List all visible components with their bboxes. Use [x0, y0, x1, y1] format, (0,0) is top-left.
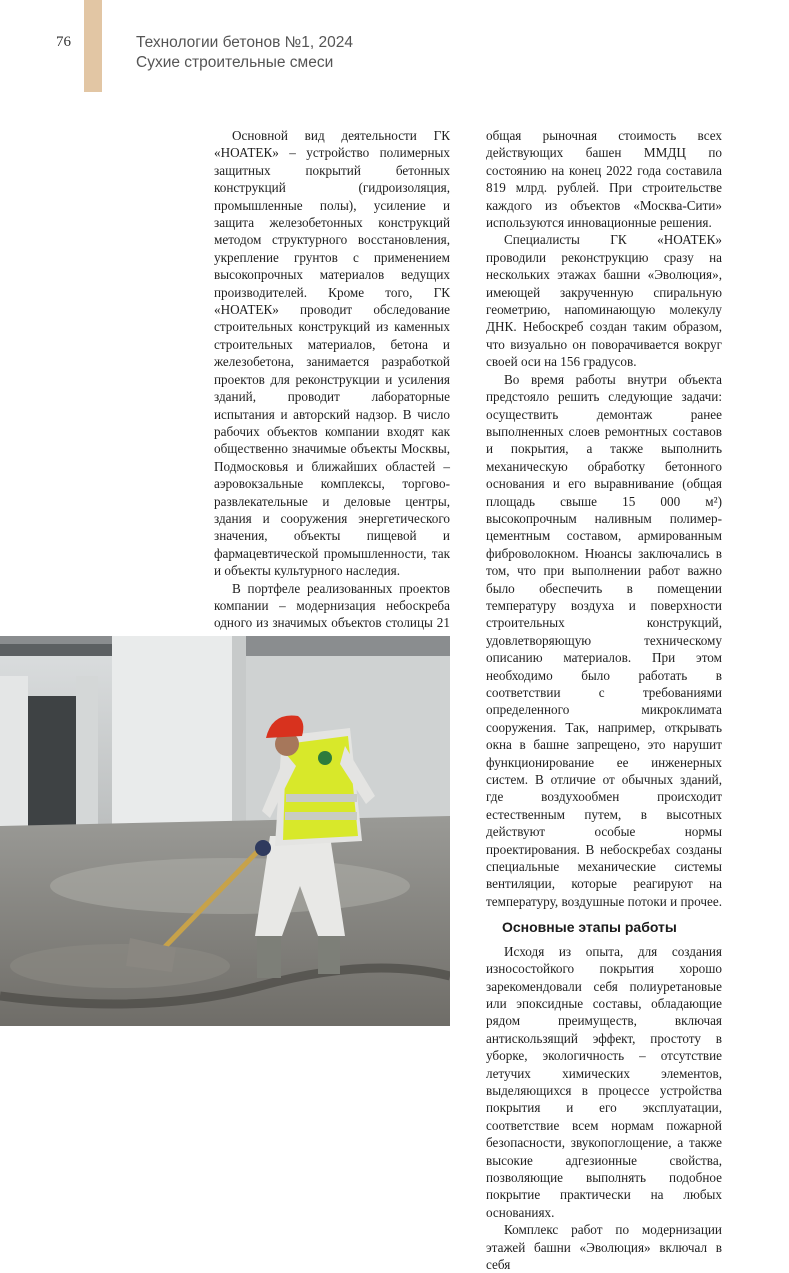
central-column	[112, 636, 242, 851]
paragraph: Специалисты ГК «НОАТЕК» проводили реконструкцию сразу на нескольких этажах башни «Эволюция», имеющей закрученную спиральную геометрию, напоминающую молекулу ДНК. Небоскреб создан таким образом, что визуально он поворачивается вокруг своей оси на 156 градусов.	[486, 232, 722, 370]
section-title: Сухие строительные смеси	[136, 54, 334, 71]
doorway	[28, 696, 76, 831]
paragraph: общая рыночная стоимость всех действующих башен ММДЦ по состоянию на конец 2022 года составила 819 млрд. рублей. При строительстве каждого из объектов «Москва-Сити» используются инновационные решения.	[486, 128, 722, 231]
ceiling-beam	[0, 644, 120, 658]
floor-sheen	[50, 858, 410, 914]
section-heading: Основные этапы работы	[502, 919, 677, 936]
paragraph: Комплекс работ по модернизации этажей башни «Эволюция» включал в себя	[486, 1222, 722, 1272]
paragraph: Во время работы внутри объекта предстояло решить следующие задачи: осуществить демонтаж ранее выполненных слоев ремонтных составов и покрытия, а также выполнить механическую обработку бетонного основания и его выравнивание (общая площадь свыше 15 000 м²) высокопрочным наливным полимер-цементным составом, армированным фиброволокном. Нюансы заключались в том, что при выполнении работ важно было обеспечить в помещении температуру воздуха и поверхности строительных конструкций, удовлетворяющую техническому описанию материалов. При этом необходимо было работать в соответствии с требованиями определенного микроклимата сооружения. Так, например, открывать окна в башне запрещено, это нарушит функционирование ее инженерных систем. В отличие от обычных зданий, где воздухообмен происходит естественным путем, в высотных действуют особые нормы проектирования. В небоскребах созданы специальные механические системы вентиляции, которые реагируют на температуру, воздушные потоки и прочее.	[486, 371, 722, 909]
journal-title: Технологии бетонов №1, 2024	[136, 34, 353, 51]
vest-logo-icon	[318, 751, 332, 765]
vest-reflective-stripe	[286, 794, 357, 802]
vest-reflective-stripe	[285, 812, 357, 820]
floor-puddle	[10, 944, 230, 988]
paragraph: Исходя из опыта, для создания износостойкого покрытия хорошо зарекомендовали себя полиуретановые или эпоксидные составы, обладающие рядом преимуществ, включая антискользящий эффект, простоту в уборке, экологичность – отсутствие летучих химических элементов, выделяющихся в процессе устройства покрытия и его эксплуатации, соответствие всем нормам пожарной безопасности, звукопоглощение, а также высокие адгезионные свойства, позволяющие выполнять подобное покрытие практически на любых основаниях.	[486, 943, 722, 1220]
left-pillar	[0, 676, 28, 826]
worker-photo	[0, 636, 450, 1026]
glove	[255, 840, 271, 856]
column-shadow	[232, 636, 246, 851]
right-text-column	[486, 127, 722, 1273]
header-accent-bar	[84, 0, 102, 92]
pillar	[76, 676, 98, 826]
paragraph: В портфеле реализованных проектов компании – модернизация небоскреба одного из значимых объектов столицы 21	[214, 580, 450, 631]
paragraph: Основной вид деятельности ГК «НОАТЕК» – устройство полимерных защитных покрытий бетонных конструкций (гидроизоляция, промышленные полы), усиление и защита железобетонных конструкций методом структурного восстановления, укрепление грунтов с применением высокопрочных материалов ведущих производителей. Кроме того, ГК «НОАТЕК» проводит обследование строительных конструкций из каменных строительных материалов, бетона и железобетона, занимается разработкой проектов для реконструкции и усиления зданий, проводит лабораторные испытания и авторский надзор. В число рабочих объектов компании входят как общественно значимые объекты Москвы, Подмосковья и ближайших областей – аэровокзальные комплексы, торгово-развлекательные и деловые центры, здания и сооружения энергетического значения, объекты пищевой и фармацевтической промышленности, так и объекты культурного наследия.	[214, 128, 450, 579]
page-number: 76	[56, 34, 71, 50]
